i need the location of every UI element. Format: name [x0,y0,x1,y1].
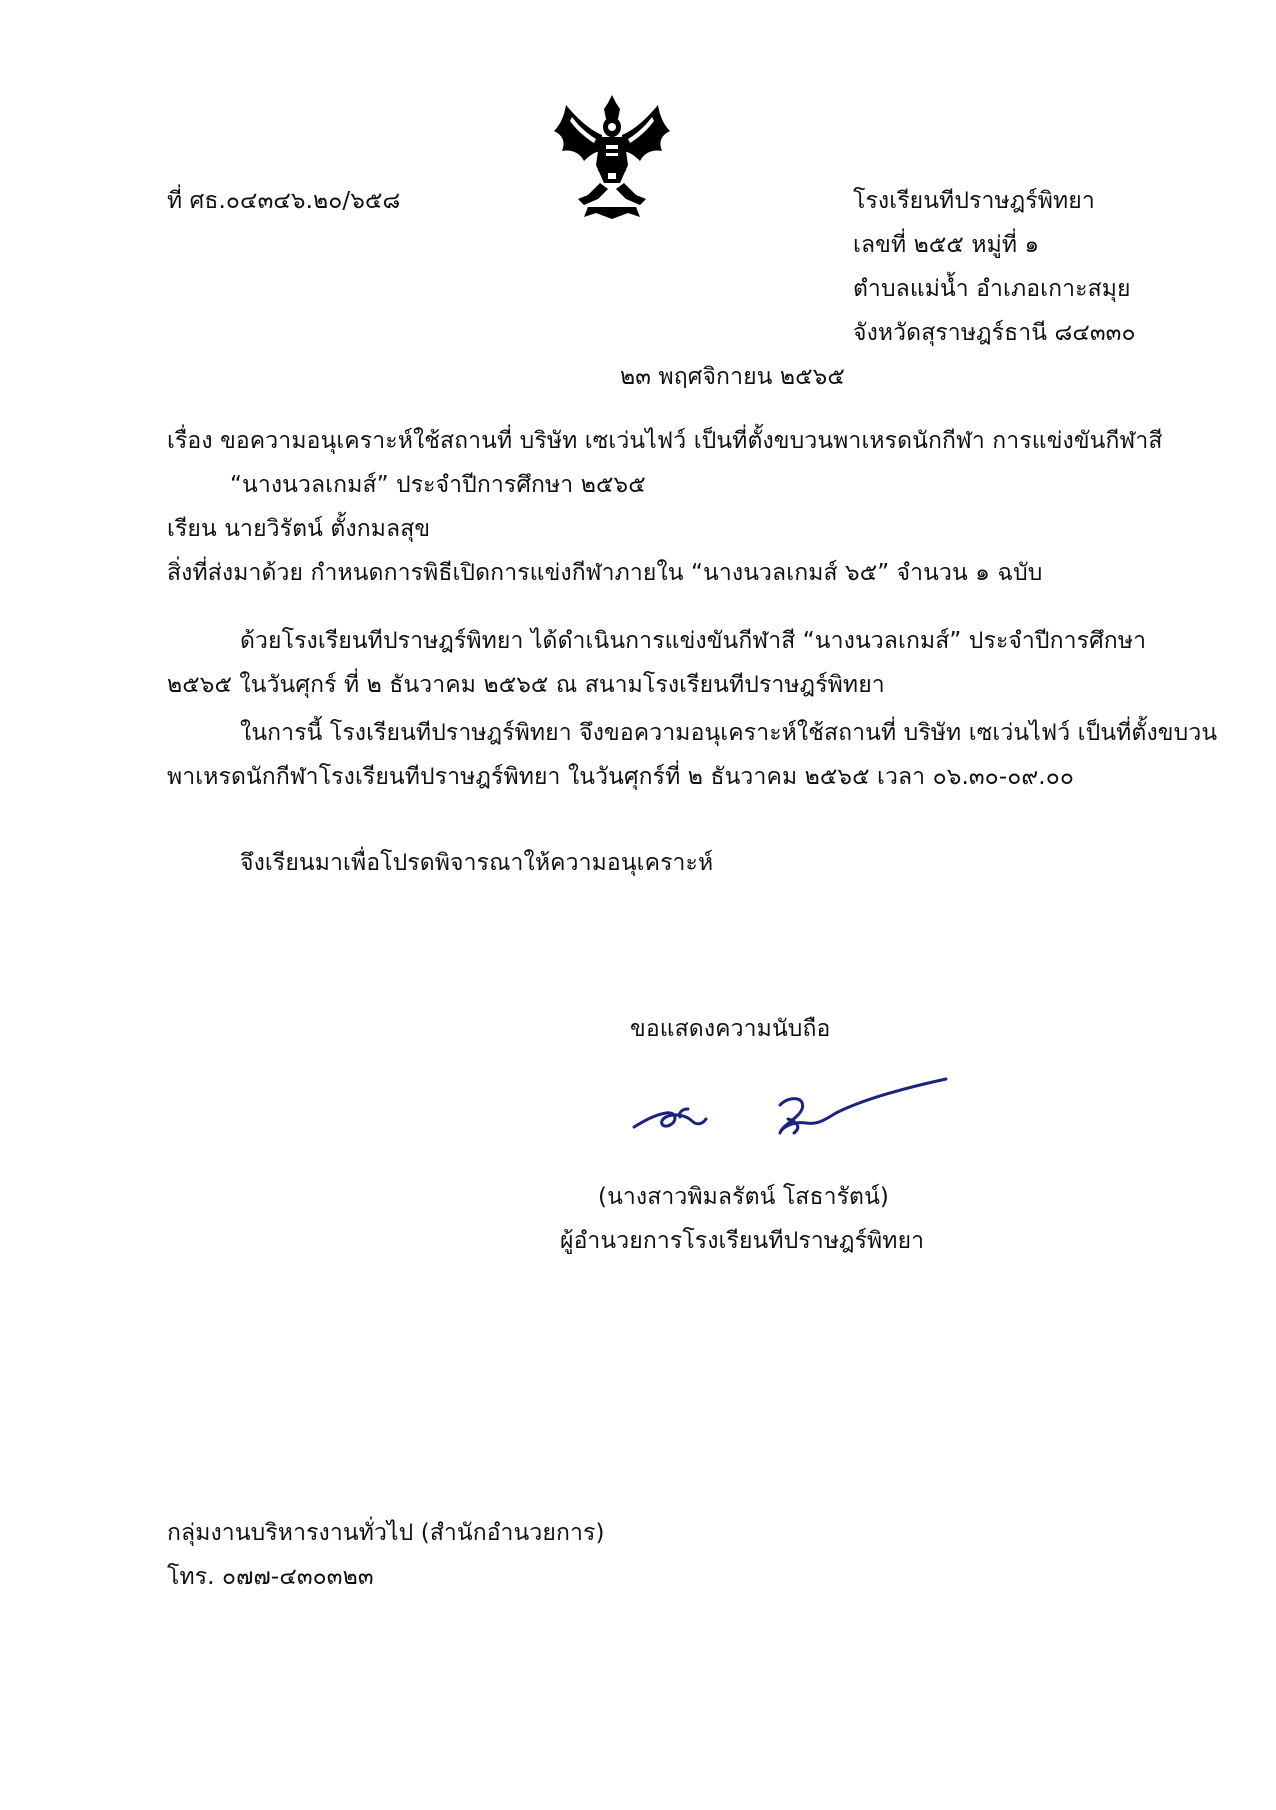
salutation: ขอแสดงความนับถือ [630,1016,831,1042]
footer-department: กลุ่มงานบริหารงานทั่วไป (สำนักอำนวยการ) [167,1520,605,1546]
body-paragraph-1-line-1: ด้วยโรงเรียนทีปราษฎร์พิทยา ได้ดำเนินการแข่งขันกีฬาสี “นางนวลเกมส์” ประจำปีการศึกษา [240,628,1147,654]
recipient: เรียน นายวิรัตน์ ตั้งกมลสุข [167,516,431,542]
footer-phone: โทร. ๐๗๗-๔๓๐๓๒๓ [167,1564,374,1590]
school-name: โรงเรียนทีปราษฎร์พิทยา [853,188,1095,214]
closing-sentence: จึงเรียนมาเพื่อโปรดพิจารณาให้ความอนุเคราะห์ [240,850,714,876]
subject-line-2: “นางนวลเกมส์” ประจำปีการศึกษา ๒๕๖๕ [230,472,646,498]
letter-date: ๒๓ พฤศจิกายน ๒๕๖๕ [620,364,845,390]
address-line-1: เลขที่ ๒๕๕ หมู่ที่ ๑ [853,232,1040,258]
reference-number: ที่ ศธ.๐๔๓๔๖.๒๐/๖๕๘ [167,188,401,214]
garuda-emblem-icon [548,95,676,223]
signer-title: ผู้อำนวยการโรงเรียนทีปราษฎร์พิทยา [560,1228,925,1254]
handwritten-signature [630,1075,950,1143]
body-paragraph-2-line-1: ในการนี้ โรงเรียนทีปราษฎร์พิทยา จึงขอความอนุเคราะห์ใช้สถานที่ บริษัท เซเว่นไฟว์ เป็นที่ตั้งขบวน [240,720,1218,746]
address-line-3: จังหวัดสุราษฎร์ธานี ๘๔๓๓๐ [853,320,1136,346]
signer-name: (นางสาวพิมลรัตน์ โสธารัตน์) [598,1184,889,1210]
subject-line-1: เรื่อง ขอความอนุเคราะห์ใช้สถานที่ บริษัท เซเว่นไฟว์ เป็นที่ตั้งขบวนพาเหรดนักกีฬา การแข่งขันกีฬาสี [167,428,1163,454]
enclosure: สิ่งที่ส่งมาด้วย กำหนดการพิธีเปิดการแข่งกีฬาภายใน “นางนวลเกมส์ ๖๕” จำนวน ๑ ฉบับ [167,560,1043,586]
body-paragraph-1-line-2: ๒๕๖๕ ในวันศุกร์ ที่ ๒ ธันวาคม ๒๕๖๕ ณ สนามโรงเรียนทีปราษฎร์พิทยา [167,672,885,698]
address-line-2: ตำบลแม่น้ำ อำเภอเกาะสมุย [853,276,1131,302]
body-paragraph-2-line-2: พาเหรดนักกีฬาโรงเรียนทีปราษฎร์พิทยา ในวันศุกร์ที่ ๒ ธันวาคม ๒๕๖๕ เวลา ๐๖.๓๐-๐๙.๐๐ [167,764,1074,790]
